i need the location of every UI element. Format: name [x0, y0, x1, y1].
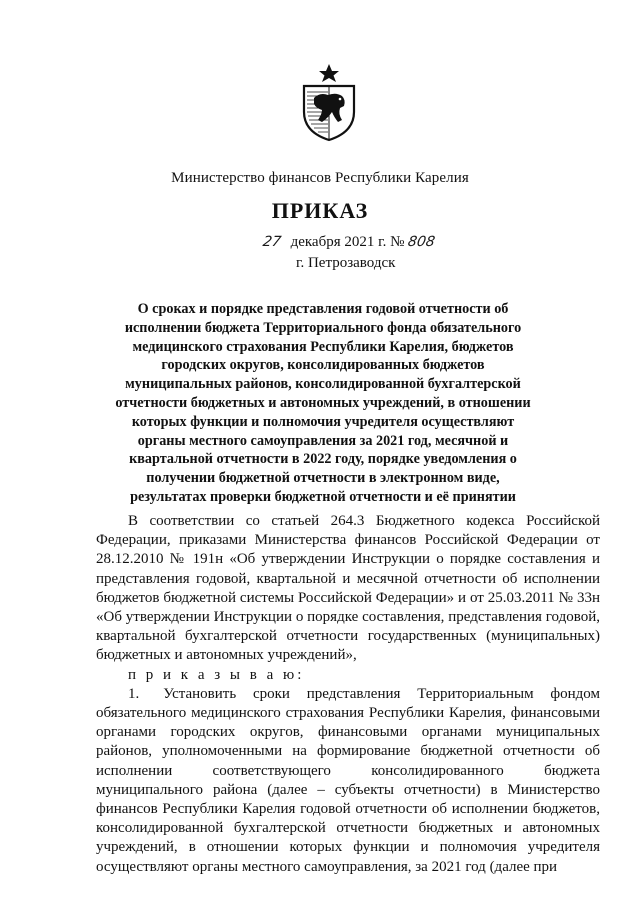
- handwritten-day: 27: [261, 234, 283, 250]
- order-city: г. Петрозаводск: [296, 255, 396, 271]
- order-subject-heading: О сроках и порядке представления годовой отчетности об исполнении бюджета Территориального фонда обязательного медицинского страхования Республики Карелия, бюджетов городских округов, консолидированных бюджетов муниципальных районов, консолидированной бухгалтерской отчетности бюджетных и автономных учреждений, в отношении которых функции и полномочия учредителя осуществляют органы местного самоуправления за 2021 год, месячной и квартальной отчетности в 2022 году, порядке уведомления о получении бюджетной отчетности в электронном виде, результатах проверки бюджетной отчетности и её принятии: [115, 301, 531, 505]
- orders-keyword: п р и к а з ы в а ю:: [128, 666, 305, 683]
- document-type-title: ПРИКАЗ: [271, 198, 369, 223]
- karelia-coat-of-arms-icon: [298, 62, 360, 142]
- ministry-name: Министерство финансов Республики Карелия: [171, 170, 469, 186]
- handwritten-order-number: 808: [406, 234, 437, 250]
- order-month-year: декабря 2021 г. №: [290, 234, 405, 250]
- order-item-1-text: Установить сроки представления Территориальным фондом обязательного медицинского страхования Республики Карелия, финансовыми органами городских округов, финансовыми органами муниципальных районов, уполномоченными на формирование бюджетной отчетности об исполнении соответствующего консолидированного бюджета муниципального района (далее – субъекты отчетности) в Министерство финансов Республики Карелия годовой отчетности об исполнении бюджетов, консолидированной бухгалтерской отчетности бюджетных и автономных учреждений, в отношении которых функции и полномочия учредителя осуществляют органы местного самоуправления, за 2021 год (далее при: [96, 685, 600, 875]
- order-item-1-number: 1.: [128, 685, 140, 702]
- order-body: [96, 512, 600, 877]
- order-date-number-line: [263, 234, 435, 251]
- preamble-paragraph: В соответствии со статьей 264.3 Бюджетного кодекса Российской Федерации, приказами Министерства финансов Российской Федерации от 28.12.2010 № 191н «Об утверждении Инструкции о порядке составления и представления годовой, квартальной и месячной отчетности об исполнении бюджетов бюджетной системы Российской Федерации» и от 25.03.2011 № 33н «Об утверждении Инструкции о порядке составления, представления годовой, квартальной бухгалтерской отчетности государственных (муниципальных) бюджетных и автономных учреждений»,: [96, 513, 600, 664]
- order-item-1: [96, 685, 600, 877]
